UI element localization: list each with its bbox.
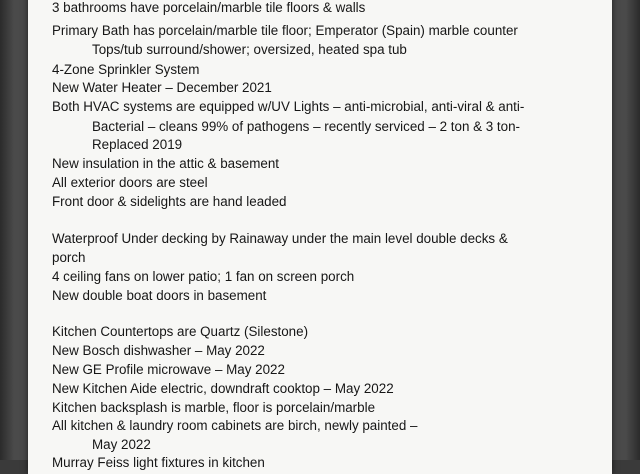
- feature-line: 4 ceiling fans on lower patio; 1 fan on screen porch: [52, 269, 355, 284]
- feature-line: New Water Heater – December 2021: [52, 80, 272, 95]
- feature-line: New GE Profile microwave – May 2022: [52, 362, 285, 377]
- feature-line-continued: Tops/tub surround/shower; oversized, heated spa tub: [92, 42, 407, 57]
- feature-line-continued: May 2022: [92, 437, 151, 452]
- feature-line-continued: Replaced 2019: [92, 137, 183, 152]
- feature-line: Front door & sidelights are hand leaded: [52, 194, 287, 209]
- feature-line: 4-Zone Sprinkler System: [52, 62, 200, 77]
- feature-line: New Bosch dishwasher – May 2022: [52, 343, 265, 358]
- document-page: [28, 0, 612, 474]
- feature-line-continued: porch: [52, 250, 86, 265]
- feature-line: Murray Feiss light fixtures in kitchen: [52, 455, 265, 470]
- feature-line-continued: Bacterial – cleans 99% of pathogens – recently serviced – 2 ton & 3 ton-: [92, 119, 521, 134]
- feature-line: New insulation in the attic & basement: [52, 156, 280, 171]
- feature-line: All exterior doors are steel: [52, 175, 208, 190]
- feature-line: Waterproof Under decking by Rainaway under the main level double decks &: [52, 231, 508, 246]
- feature-line: All kitchen & laundry room cabinets are birch, newly painted –: [52, 418, 418, 433]
- feature-line: Primary Bath has porcelain/marble tile floor; Emperator (Spain) marble counter: [52, 23, 518, 38]
- feature-line: New Kitchen Aide electric, downdraft cooktop – May 2022: [52, 381, 394, 396]
- feature-line: New double boat doors in basement: [52, 288, 267, 303]
- feature-line: Kitchen Countertops are Quartz (Silestone): [52, 324, 309, 339]
- feature-line: Both HVAC systems are equipped w/UV Lights – anti-microbial, anti-viral & anti-: [52, 99, 525, 114]
- feature-line: 3 bathrooms have porcelain/marble tile floors & walls: [52, 0, 366, 15]
- feature-line: Kitchen backsplash is marble, floor is porcelain/marble: [52, 400, 376, 415]
